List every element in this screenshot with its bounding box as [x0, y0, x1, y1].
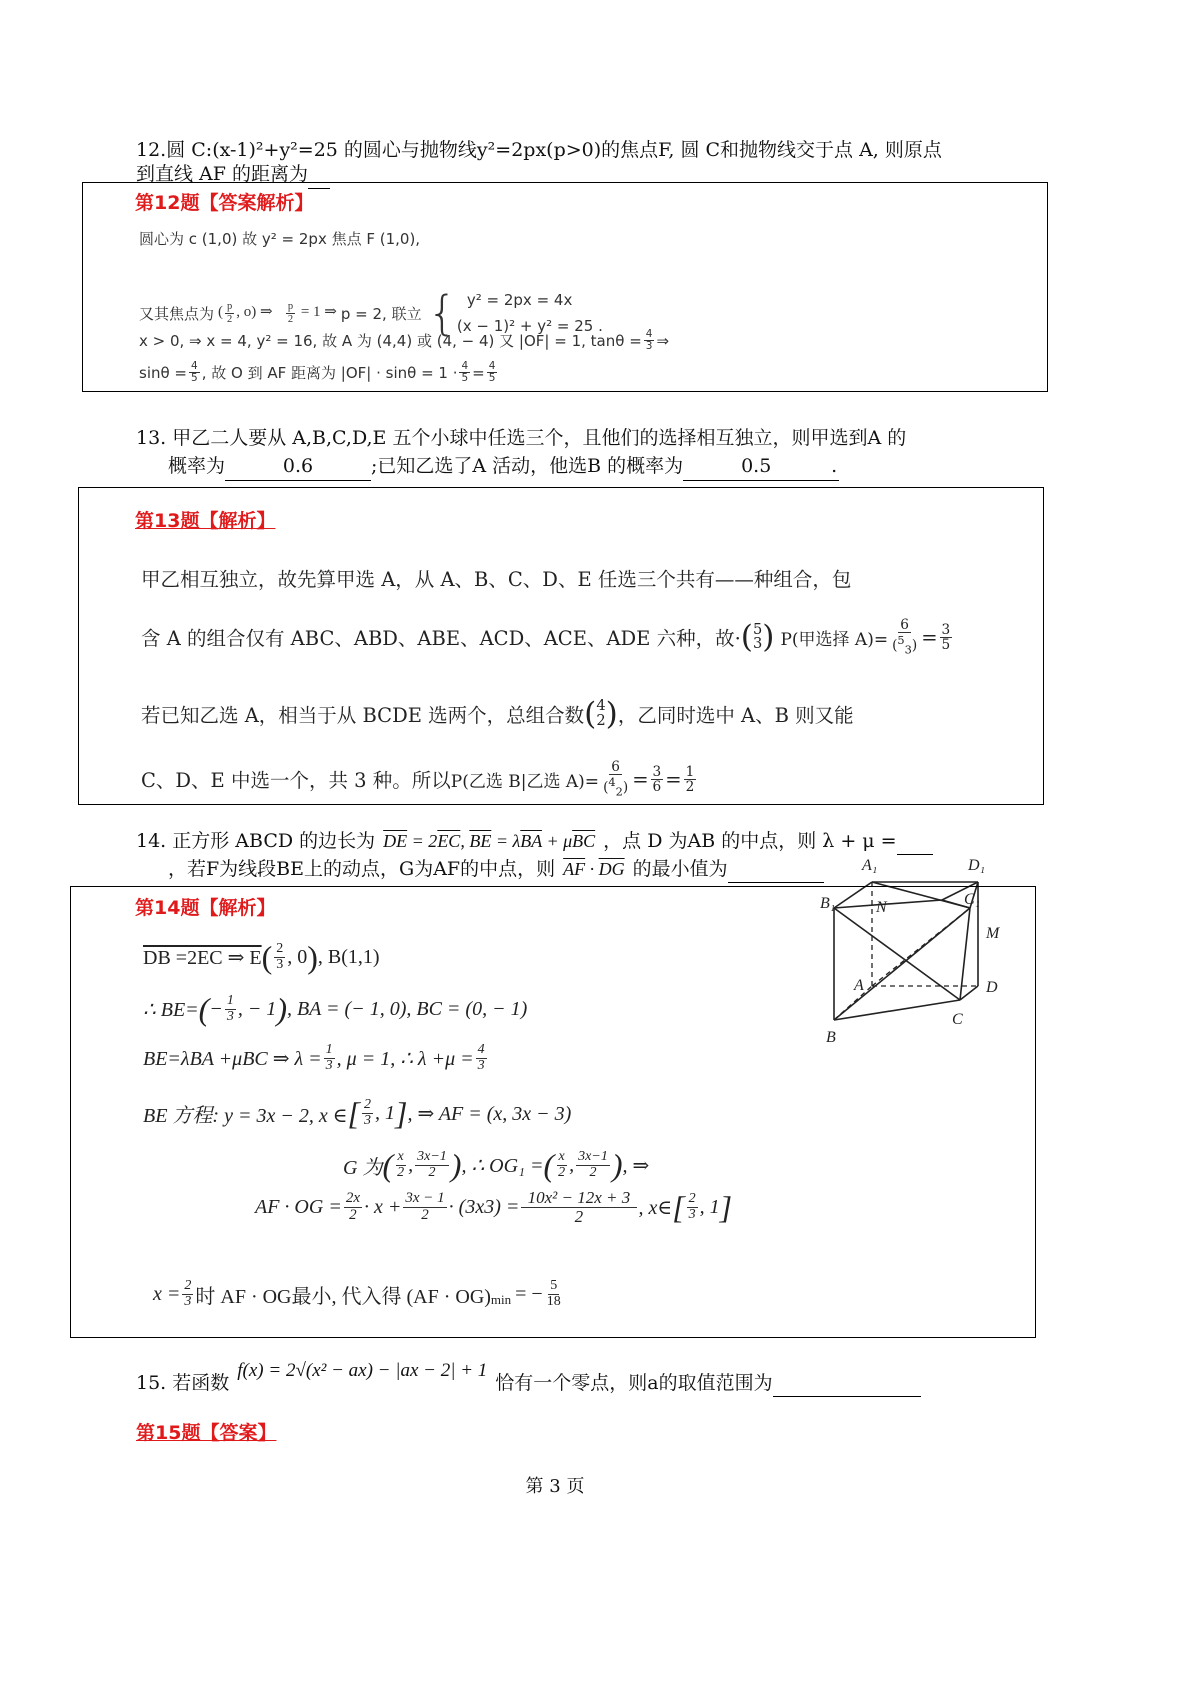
q12-stem-text: 到直线 AF 的距离为: [136, 163, 308, 185]
q12-solution-box: [82, 182, 1048, 392]
q12-coords-text: x > 0, ⇒ x = 4, y² = 16, 故 A 为 (4,4) 或 (4, − 4) 又 |OF| = 1, tanθ =: [139, 332, 642, 351]
q14-solution-line5: G 为 ( $\frac{x}{2}$ , $\frac{3x-1}{2}$ ) , ∴ OG₁ = ( $\frac{x}{2}$ , $\frac{3x-1}{2}$ ) , ⇒: [343, 1147, 650, 1183]
cube-label: A: [854, 977, 864, 994]
q13-solution-line2: 含 A 的组合仅有 ABC、ABD、ABE、ACD、ACE、ADE 六种，故· ( 5 3 ) P(甲选择 A)= $\frac{6}{(^5_3)}$ = $\frac{3}{5}$: [141, 617, 951, 657]
q13-three-ways-text: C、D、E 中选一个，共 3 种。所以: [141, 769, 451, 793]
q14-dot-x: · x +: [364, 1196, 402, 1218]
q15-stem-text-a: 15. 若函数: [136, 1371, 230, 1394]
q15-stem-text-b: 恰有一个零点，则a的取值范围为: [495, 1371, 773, 1394]
q12-solution-line4: sinθ = $\frac{4}{5}$ , 故 O 到 AF 距离为 |OF| · sinθ = 1 · $\frac{4}{5}$ = $\frac{4}{5}$: [139, 360, 496, 385]
cube-label: C₁: [964, 891, 981, 908]
q13-prob-b-text: P(乙选 B|乙选 A)=: [450, 771, 600, 792]
q14-solution-line7: x = $\frac{2}{3}$ 时 AF · OG最小, 代入得 (AF · OG) $_{min}$ = − $\frac{5}{18}$: [153, 1278, 561, 1309]
q14-x-text: x =: [153, 1282, 181, 1305]
q14-og-text: , ∴ OG₁ =: [461, 1155, 544, 1177]
q14-be-text: ∴ BE=: [143, 999, 199, 1021]
q14-be-eq-text: BE 方程: y = 3x − 2, x ∈: [143, 1105, 348, 1127]
q13-stem-text-b: ;已知乙选了A 活动，他选B 的概率为: [371, 455, 684, 477]
q12-p-value: p = 2, 联立: [340, 304, 422, 323]
q14-stem-text-a: 14. 正方形 ABCD 的边长为: [136, 829, 376, 852]
q12-system-eq1: y² = 2px = 4x: [466, 291, 573, 309]
q14-stem-text-d: 的最小值为: [632, 857, 728, 880]
cube-label: D₁: [968, 857, 986, 874]
q14-implies: , ⇒: [622, 1155, 650, 1177]
q14-min-text: 时 AF · OG最小, 代入得 (AF · OG): [195, 1285, 491, 1308]
q13-also-text: ，乙同时选中 A、B 则又能: [617, 704, 854, 727]
cube-label: M: [986, 925, 1000, 942]
q14-af-text: , ⇒ AF = (x, 3x − 3): [407, 1103, 572, 1125]
q15-stem: [136, 1359, 921, 1397]
q12-system-eq2: (x − 1)² + y² = 25 .: [456, 317, 603, 335]
q14-lambda-text: BE=λBA +μBC ⇒ λ =: [143, 1047, 322, 1070]
cube-label: B: [826, 1029, 836, 1046]
q14-answer-title: 第14题【解析】: [135, 897, 276, 919]
q14-dot-text: AF · OG =: [255, 1196, 342, 1218]
q12-solution-line3: x > 0, ⇒ x = 4, y² = 16, 故 A 为 (4,4) 或 (4, − 4) 又 |OF| = 1, tanθ = $\frac{4}{3}$ ⇒: [139, 328, 670, 353]
cube-label: C: [952, 1011, 963, 1028]
q14-mu-text: , μ = 1, ∴ λ +μ =: [336, 1047, 474, 1070]
q14-vectors-text: , BA = (− 1, 0), BC = (0, − 1): [286, 998, 528, 1020]
q13-combos-text: 含 A 的组合仅有 ABC、ABD、ABE、ACD、ACE、ADE 六种，故·: [141, 627, 741, 651]
q13-stem-line2: 概率为 0.6 ;已知乙选了A 活动，他选B 的概率为 0.5 .: [168, 452, 839, 481]
q14-solution-line6: AF · OG = $\frac{2x}{2}$ · x + $\frac{3x - 1}{2}$ · (3x3) = $\frac{\text{10x² − 12x + 3}}{2}$ , x∈ [ $\frac{2}{3}$ , 1 ]: [255, 1188, 733, 1226]
q13-stem-line1: 13. 甲乙二人要从 A,B,C,D,E 五个小球中任选三个，且他们的选择相互独立，则甲选到A 的: [136, 427, 907, 449]
cube-label: B₁: [820, 895, 836, 912]
q15-answer-title: 第15题【答案】: [136, 1422, 277, 1444]
q12-solution-line2: 又其焦点为 ( $\frac{p}{2}$ , o) ⇒ $\frac{p}{2}$ = 1 ⇒ p = 2, 联立 { y² = 2px = 4x (x − 1)² + y² = 25 .: [139, 286, 603, 340]
q13-stem-text-a: 概率为: [168, 455, 226, 477]
q14-b-coord: , B(1,1): [317, 946, 380, 968]
q13-bcde-text: 若已知乙选 A，相当于从 BCDE 选两个，总组合数: [141, 704, 585, 727]
q14-db-text: DB =2EC ⇒ E: [143, 947, 262, 969]
q12-focus-text: 又其焦点为: [139, 304, 215, 323]
q12-stem-line1: 12.圆 C:(x-1)²+y²=25 的圆心与抛物线y²=2px(p>0)的焦点F, 圆 C和抛物线交于点 A, 则原点: [136, 139, 942, 161]
q14-stem-line2: ，若F为线段BE上的动点，G为AF的中点，则 $\overline{AF} \cdot \overline{DG}$ 的最小值为: [168, 854, 824, 883]
cube-label: D: [986, 979, 998, 996]
q13-prob-a-text: P(甲选择 A)=: [780, 629, 889, 650]
q14-solution-box: [70, 886, 1036, 1338]
q14-min-sub: min: [490, 1292, 512, 1308]
q14-domain-text: , x∈: [638, 1197, 673, 1219]
q12-answer-title: 第12题【答案解析】: [135, 192, 314, 214]
q12-solution-line1: 圆心为 c (1,0) 故 y² = 2px 焦点 F (1,0),: [139, 230, 421, 248]
page-number: 第 3 页: [525, 1476, 585, 1497]
q14-solution-line2: ∴ BE= ( − $\frac{1}{3}$ , − 1 ) , BA = (− 1, 0), BC = (0, − 1): [143, 991, 528, 1027]
cube-label: N: [876, 899, 887, 916]
q12-sin-text: sinθ =: [139, 363, 188, 382]
q15-formula: f(x) = 2√(x² − ax) − |ax − 2| + 1: [237, 1359, 488, 1381]
q13-solution-line1: 甲乙相互独立，故先算甲选 A，从 A、B、C、D、E 任选三个共有——种组合，包: [141, 568, 852, 591]
q12-distance-text: 故 O 到 AF 距离为 |OF| · sinθ = 1 ·: [211, 364, 458, 383]
q14-stem-text-b: ，点 D 为AB 的中点，则 λ + μ =: [603, 829, 897, 852]
q14-dot-3x3: · (3x3) =: [448, 1196, 520, 1218]
q14-g-text: G 为: [343, 1157, 383, 1179]
cube-label: A₁: [862, 857, 878, 874]
q14-solution-line1: DB =2EC ⇒ E ( $\frac{2}{3}$ , 0 ) , B(1,1): [143, 939, 380, 975]
q13-solution-line3: 若已知乙选 A，相当于从 BCDE 选两个，总组合数 ( 4 2 ) ，乙同时选中 A、B 则又能: [141, 696, 854, 732]
q14-stem-text-c: ，若F为线段BE上的动点，G为AF的中点，则: [168, 857, 556, 880]
q14-solution-line4: BE 方程: y = 3x − 2, x ∈ [ $\frac{2}{3}$ , 1 ] , ⇒ AF = (x, 3x − 3): [143, 1095, 572, 1131]
q13-blank2: 0.5: [683, 452, 829, 481]
q14-stem-line1: 14. 正方形 ABCD 的边长为 $\overline{DE} = 2\overline{EC}$, $\overline{BE} = \lambda\overline{BA} + \mu\overline{BC}$ ，点 D 为AB 的中点，则 λ + μ =: [136, 826, 933, 855]
q14-solution-line3: BE=λBA +μBC ⇒ λ = $\frac{1}{3}$ , μ = 1, ∴ λ +μ = $\frac{4}{3}$: [143, 1042, 485, 1073]
q13-answer-title: 第13题【解析】: [135, 510, 276, 532]
q14-min-eq: = −: [515, 1282, 543, 1305]
q13-solution-box: [78, 487, 1044, 805]
q13-blank1: 0.6: [225, 452, 371, 481]
q13-solution-line4: C、D、E 中选一个，共 3 种。所以 P(乙选 B|乙选 A)= $\frac{6}{(^4_2)}$ = $\frac{3}{6}$ = $\frac{1}{2}$: [141, 759, 695, 799]
